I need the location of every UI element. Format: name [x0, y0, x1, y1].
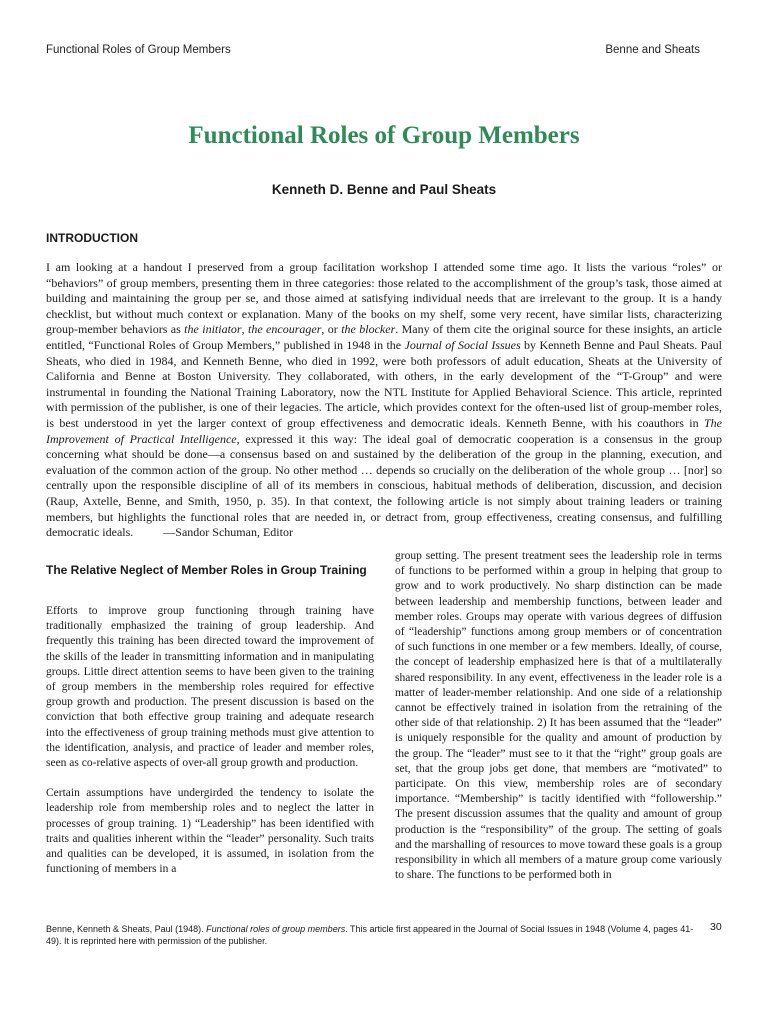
intro-text-3: by Kenneth Benne and Paul Sheats. Paul Sheats, who died in 1984, and Kenneth Benne, who died in 1992, were both professors of adult education, Sheats at the University of California and Benne at Boston University. They collaborated, with others, in the early development of the “T-Group” and were instrumental in founding the National Training Laboratory, now the NTL Institute for Applied Behavioral Science. This article, reprinted with permission of the publisher, is one of their legacies. The article, which provides context for the often-used list of group-member roles, is best understood in yet the larger context of group effectiveness and democratic ideals. Kenneth Benne, with his coauthors in [46, 337, 722, 430]
intro-role-encourager: the encourager [247, 322, 322, 337]
intro-journal-name: Journal of Social Issues [404, 337, 521, 352]
left-column [46, 563, 374, 892]
body-paragraph-2: Certain assumptions have undergirded the tendency to isolate the leadership role from membership roles and to neglect the latter in processes of group training. 1) “Leadership” has been identified with traits and qualities inherent within the “leader” personality. Such traits and qualities can be developed, it is assumed, in isolation from the functioning of members in a [46, 787, 374, 876]
footer-citation [46, 923, 702, 947]
article-title: Functional Roles of Group Members [188, 122, 580, 149]
intro-separator-2: , or [321, 322, 342, 337]
intro-text-1: I am looking at a handout I preserved from a group facilitation workshop I attended some time ago. It lists the various “roles” or “behaviors” of group members, presenting them in three categories: those related to the accomplishment of the group’s task, those aimed at building and maintaining the group per se, and those aimed at satisfying individual needs that are irrelevant to the group. It is a handy checklist, but without much context or explanation. Many of the books on my shelf, some very recent, have similar lists, characterizing group-member behaviors as [46, 260, 722, 337]
citation-title: Functional roles of group members [206, 924, 346, 934]
article-authors: Kenneth D. Benne and Paul Sheats [271, 182, 497, 197]
right-column-paragraph: group setting. The present treatment sees the leadership role in terms of functions to be performed within a group in helping that group to grow and to work productively. No sharp distinction can be made between leadership and membership functions, between leader and member roles. Groups may operate with various degrees of diffusion of “leadership” functions among group members or of concentration of such functions in one member or a few members. Ideally, of course, the concept of leadership emphasized here is that of a multilaterally shared responsibility. In any event, effectiveness in the leader role is a matter of leader-member relationship. And one side of a relationship cannot be effectively trained in isolation from the retraining of the other side of that relationship. 2) It has been assumed that the “leader” is uniquely responsible for the quality and amount of production by the group. The “leader” must see to it that the “right” group goals are set, that the group jobs get done, that members are “motivated” to participate. On this view, membership roles are of secondary importance. “Membership” is tacitly identified with “followership.” The present discussion assumes that the quality and amount of group production is the “responsibility” of the group. The setting of goals and the marshalling of resources to move toward these goals is a group responsibility in which all members of a mature group come variously to share. The functions to be performed both in [395, 550, 722, 882]
intro-paragraph [46, 260, 722, 541]
citation-authors: Benne, Kenneth & Sheats, Paul (1948). [46, 924, 207, 934]
intro-separator-1: , [241, 322, 248, 337]
intro-text-4: , expressed it this way: The ideal goal of democratic cooperation is a consensus in the group concerning what should be done—a consensus based on and sustained by the deliberation of the group in the planning, execution, and evaluation of the common action of the group. No other method … depends so crucially on the deliberation of the whole group … [nor] so centrally upon the responsible discipline of all of its members in conscious, habitual methods of deliberation, discussion, and decision (Raup, Axtelle, Benne, and Smith, 1950, p. 35). In that context, the following article is not simply about training leaders or training members, but highlights the functional roles that are needed in, or detract from, group effectiveness, creating consensus, and fulfilling democratic ideals. [46, 431, 722, 540]
citation-details: . This article first appeared in the Journal of Social Issues in 1948 (Volume 4, pages 41-49). It is reprinted here with permission of the publisher. [46, 924, 694, 946]
intro-role-blocker: the blocker [341, 322, 396, 337]
running-header-authors: Benne and Sheats [605, 44, 700, 56]
running-header [46, 44, 700, 56]
section-heading: The Relative Neglect of Member Roles in Group Training [46, 563, 367, 577]
intro-role-initiator: the initiator [184, 322, 242, 337]
editor-signature: —Sandor Schuman, Editor [163, 525, 293, 540]
body-paragraph-1: Efforts to improve group functioning through training have traditionally emphasized the training of group leadership. And frequently this training has been directed toward the improvement of the skills of the leader in transmitting information and in manipulating groups. Little direct attention seems to have been given to the training of group members in the membership roles required for effective group growth and production. The present discussion is based on the conviction that both effective group training and adequate research into the effectiveness of group training methods must give attention to the identification, analysis, and practice of leader and member roles, seen as co-relative aspects of over-all group growth and production. [46, 605, 374, 770]
intro-book-title: The Improvement of Practical Intelligence [46, 415, 722, 446]
intro-text-2: . Many of them cite the original source for these insights, an article entitled, “Functional Roles of Group Members,” published in 1948 in the [46, 322, 722, 352]
intro-heading: INTRODUCTION [46, 231, 138, 245]
page-number: 30 [710, 921, 722, 933]
running-header-title: Functional Roles of Group Members [46, 44, 231, 56]
